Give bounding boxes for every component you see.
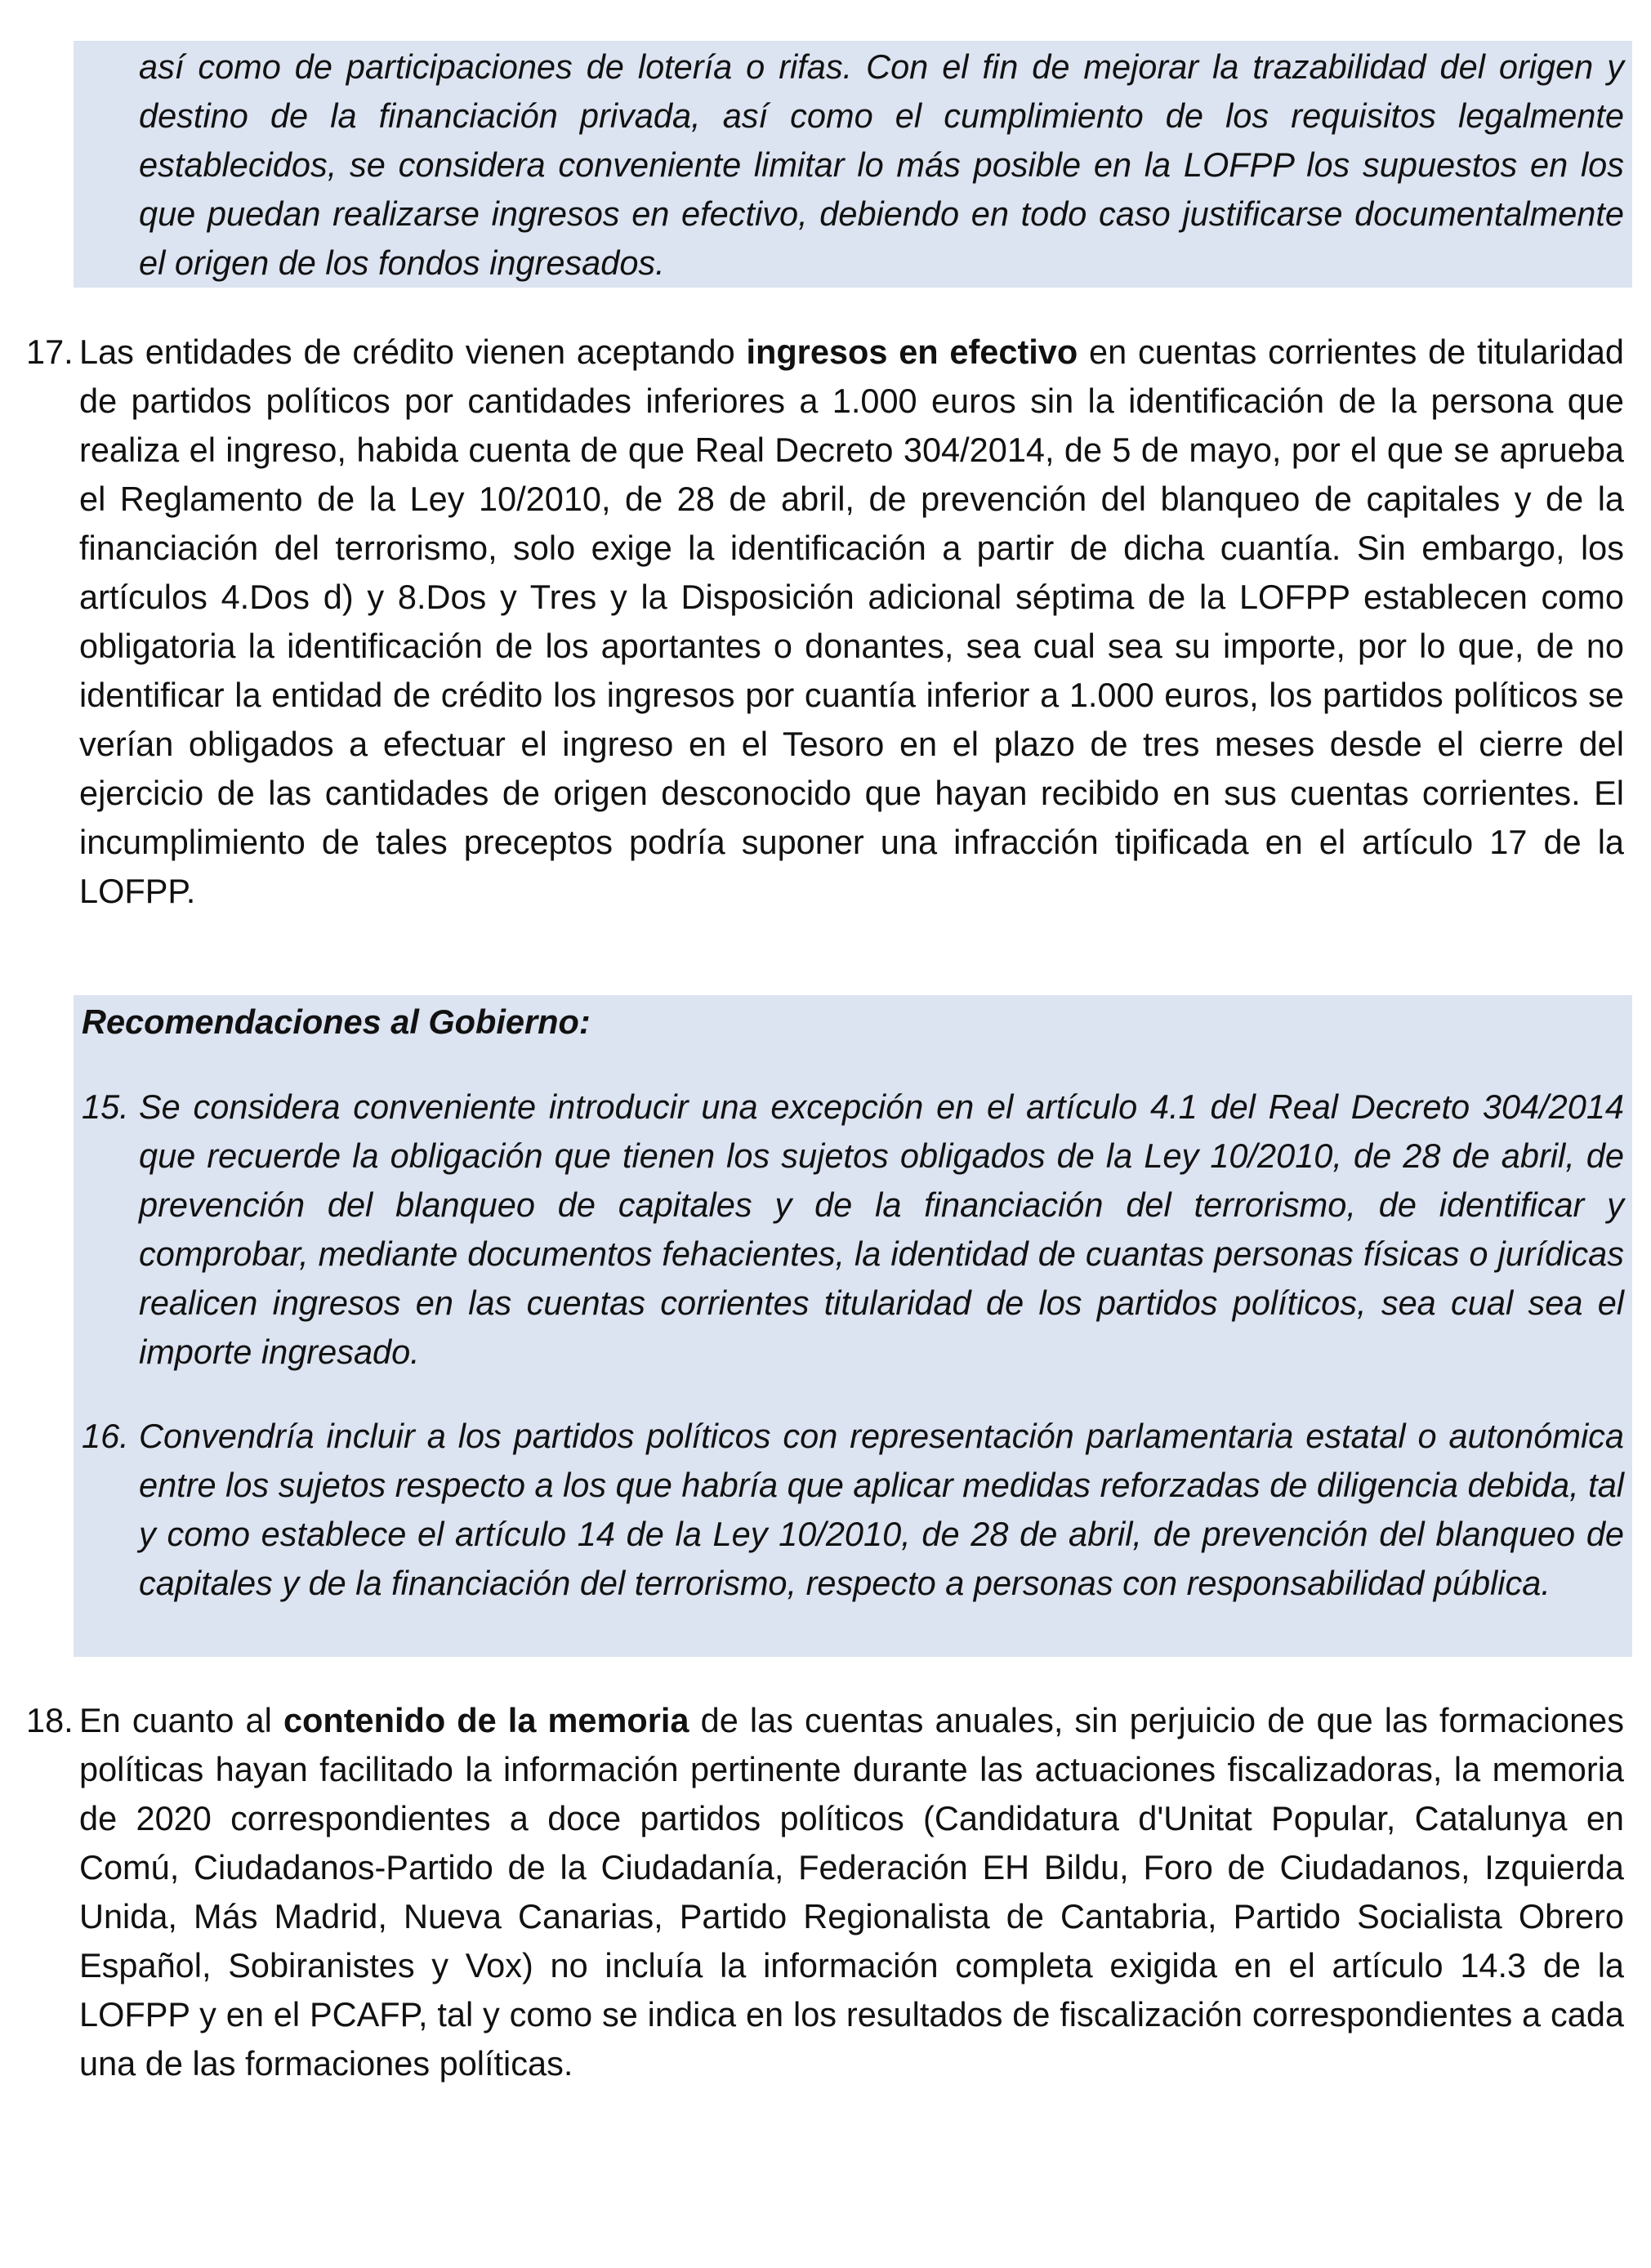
- item-17-paragraph: [79, 328, 1624, 916]
- item-18-text-before: En cuanto al: [79, 1701, 283, 1739]
- item-18-number: 18.: [26, 1701, 74, 1739]
- recommendation-16-text: Convendría incluir a los partidos políticos con representación parlamentaria estatal o autonómica entre los sujetos respecto a los que habría que aplicar medidas reforzadas de diligencia debida, tal y como establece el artículo 14 de la Ley 10/2010, de 28 de abril, de prevención del blanqueo de capitales y de la financiación del terrorismo, respecto a personas con responsabilidad pública.: [139, 1417, 1624, 1602]
- recommendation-16-number: 16.: [82, 1417, 129, 1455]
- item-17-number: 17.: [26, 333, 74, 371]
- item-17-text-after: en cuentas corrientes de titularidad de partidos políticos por cantidades inferiores a 1.000 euros sin la identificación de la persona que realiza el ingreso, habida cuenta de que Real Decreto 304/2014, de 5 de mayo, por el que se aprueba el Reglamento de la Ley 10/2010, de 28 de abril, de prevención del blanqueo de capitales y de la financiación del terrorismo, solo exige la identificación a partir de dicha cuantía. Sin embargo, los artículos 4.Dos d) y 8.Dos y Tres y la Disposición adicional séptima de la LOFPP establecen como obligatoria la identificación de los aportantes o donantes, sea cual sea su importe, por lo que, de no identificar la entidad de crédito los ingresos por cuantía inferior a 1.000 euros, los partidos políticos se verían obligados a efectuar el ingreso en el Tesoro en el plazo de tres meses desde el cierre del ejercicio de las cantidades de origen desconocido que hayan recibido en sus cuentas corrientes. El incumplimiento de tales preceptos podría suponer una infracción tipificada en el artículo 17 de la LOFPP.: [79, 333, 1624, 910]
- item-18-paragraph: [79, 1696, 1624, 2088]
- recommendation-15-number: 15.: [82, 1087, 129, 1126]
- item-17-bold: ingresos en efectivo: [746, 333, 1078, 371]
- item-18-bold: contenido de la memoria: [283, 1701, 689, 1739]
- continuation-paragraph: así como de participaciones de lotería o rifas. Con el fin de mejorar la trazabilidad del origen y destino de la financiación privada, así como el cumplimiento de los requisitos legalmente establecidos, se considera conveniente limitar lo más posible en la LOFPP los supuestos en los que puedan realizarse ingresos en efectivo, debiendo en todo caso justificarse documentalmente el origen de los fondos ingresados.: [139, 47, 1624, 282]
- item-18-text-after: de las cuentas anuales, sin perjuicio de que las formaciones políticas hayan facilitado la información pertinente durante las actuaciones fiscalizadoras, la memoria de 2020 correspondientes a doce partidos políticos (Candidatura d'Unitat Popular, Catalunya en Comú, Ciudadanos-Partido de la Ciudadanía, Federación EH Bildu, Foro de Ciudadanos, Izquierda Unida, Más Madrid, Nueva Canarias, Partido Regionalista de Cantabria, Partido Socialista Obrero Español, Sobiranistes y Vox) no incluía la información completa exigida en el artículo 14.3 de la LOFPP y en el PCAFP, tal y como se indica en los resultados de fiscalización correspondientes a cada una de las formaciones políticas.: [79, 1701, 1624, 2083]
- recommendation-15-text: Se considera conveniente introducir una excepción en el artículo 4.1 del Real Decreto 304/2014 que recuerde la obligación que tienen los sujetos obligados de la Ley 10/2010, de 28 de abril, de prevención del blanqueo de capitales y de la financiación del terrorismo, de identificar y comprobar, mediante documentos fehacientes, la identidad de cuantas personas físicas o jurídicas realicen ingresos en las cuentas corrientes titularidad de los partidos políticos, sea cual sea el importe ingresado.: [139, 1087, 1624, 1371]
- recommendations-heading: Recomendaciones al Gobierno:: [82, 1002, 591, 1041]
- item-17-text-before: Las entidades de crédito vienen aceptando: [79, 333, 747, 371]
